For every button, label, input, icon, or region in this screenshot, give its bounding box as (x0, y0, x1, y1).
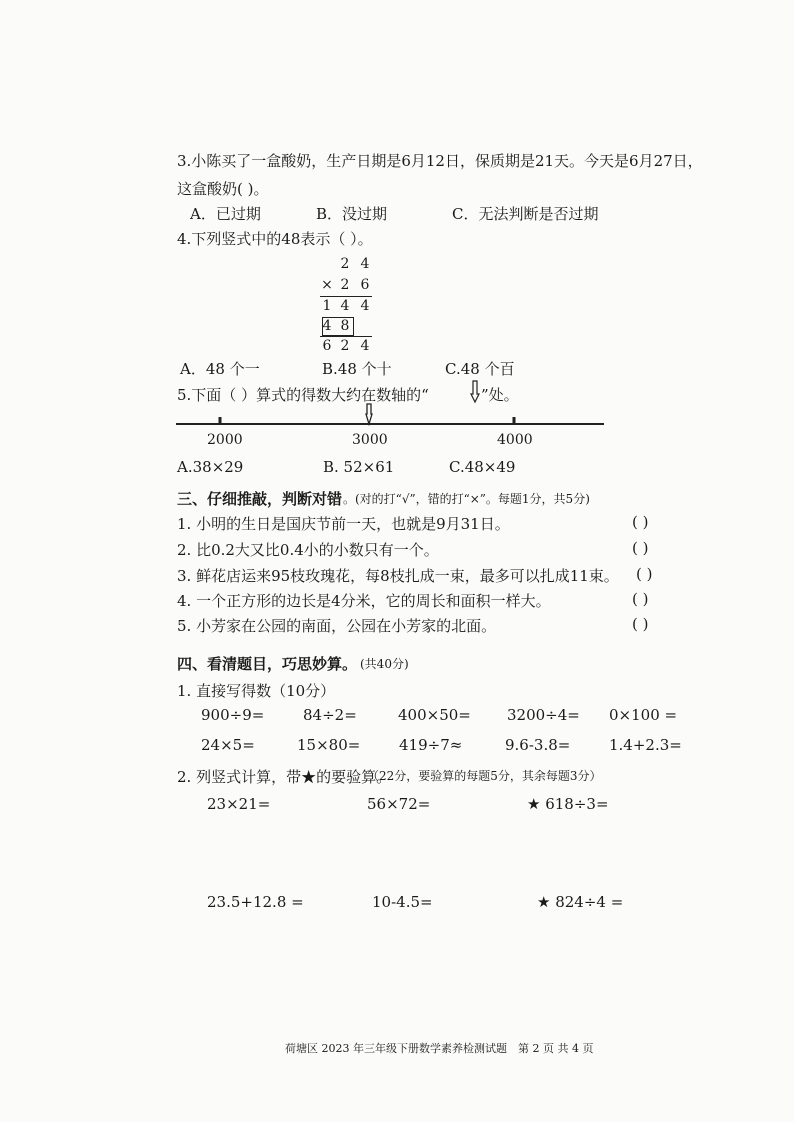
oral-calc-item[interactable]: 15×80= (297, 736, 361, 754)
q3-line1: 3.小陈买了一盒酸奶，生产日期是6月12日，保质期是21天。今天是6月27日， (177, 152, 703, 170)
judge-item-2: 2. 比0.2大又比0.4小的小数只有一个。 (177, 541, 439, 559)
number-line (170, 402, 610, 432)
q3-line2: 这盒酸奶( )。 (177, 180, 269, 198)
oral-calc-item[interactable]: 84÷2= (303, 706, 357, 724)
sub2-title: 2. 列竖式计算，带★的要验算。 (177, 768, 392, 786)
sub2-note: （22分，要验算的每题5分，其余每题3分） (367, 769, 602, 783)
q4-option-b: B.48 个十 (322, 360, 392, 378)
judge-answer-paren-4[interactable]: ( ) (632, 590, 649, 608)
oral-calc-item[interactable]: 0×100 = (609, 706, 678, 724)
q5-stem: 5.下面（ ）算式的得数大约在数轴的“ (177, 386, 429, 404)
written-calc-item-starred[interactable]: ★ 824÷4 = (537, 893, 624, 911)
page-footer: 荷塘区 2023 年三年级下册数学素养检测试题 第 2 页 共 4 页 (285, 1042, 594, 1055)
oral-calc-item[interactable]: 400×50= (398, 706, 471, 724)
axis-arrow-icon (366, 404, 372, 424)
calc-digit: 4 (322, 318, 332, 334)
written-calc-item[interactable]: 23×21= (207, 795, 271, 813)
calc-digit: 2 (340, 277, 350, 293)
oral-calc-item[interactable]: 9.6-3.8= (505, 736, 571, 754)
calc-digit: 8 (340, 318, 350, 334)
oral-calc-item[interactable]: 24×5= (201, 736, 255, 754)
q4-stem: 4.下列竖式中的48表示（ ）。 (177, 230, 373, 248)
written-calc-item[interactable]: 10-4.5= (372, 893, 433, 911)
section4-heading: 四、看清题目，巧思妙算。 (177, 655, 358, 673)
sub1-title: 1. 直接写得数（10分） (177, 682, 336, 700)
calc-digit: 1 (322, 298, 332, 314)
judge-item-3: 3. 鲜花店运来95枝玫瑰花，每8枝扎成一束，最多可以扎成11束。 (177, 567, 619, 585)
calc-digit: 4 (360, 256, 370, 272)
calc-digit: 4 (360, 338, 370, 354)
axis-label-4000: 4000 (497, 432, 533, 448)
judge-item-4: 4. 一个正方形的边长是4分米，它的周长和面积一样大。 (177, 592, 551, 610)
calc-digit: 4 (360, 298, 370, 314)
written-calc-item[interactable]: 23.5+12.8 = (207, 893, 304, 911)
q5-option-b: B. 52×61 (323, 458, 395, 476)
q5-option-a: A.38×29 (177, 458, 244, 476)
calc-rule (320, 296, 372, 297)
calc-digit: 6 (322, 338, 332, 354)
judge-answer-paren-1[interactable]: ( ) (632, 513, 649, 531)
q3-option-b: B．没过期 (316, 205, 388, 223)
oral-calc-item[interactable]: 1.4+2.3= (609, 736, 682, 754)
written-calc-item-starred[interactable]: ★ 618÷3= (527, 795, 609, 813)
section3-note: 。(对的打“√”，错的打“×”。每题1分，共5分) (343, 492, 590, 506)
oral-calc-item[interactable]: 419÷7≈ (399, 736, 463, 754)
calc-rule (320, 336, 372, 337)
section3-heading: 三、仔细推敲，判断对错 (177, 490, 343, 508)
axis-label-3000: 3000 (352, 432, 388, 448)
section4-note: (共40分) (360, 657, 409, 671)
q4-option-c: C.48 个百 (445, 360, 515, 378)
axis-label-2000: 2000 (207, 432, 243, 448)
calc-digit: 4 (340, 298, 350, 314)
arrow-marker-icon (470, 380, 480, 404)
judge-answer-paren-5[interactable]: ( ) (632, 615, 649, 633)
q5-stem-end: ”处。 (481, 386, 519, 404)
calc-times-sign: × (321, 277, 333, 293)
oral-calc-item[interactable]: 900÷9= (201, 706, 265, 724)
oral-calc-item[interactable]: 3200÷4= (507, 706, 580, 724)
q4-option-a: A．48 个一 (180, 360, 260, 378)
q3-option-a: A．已过期 (190, 205, 261, 223)
calc-digit: 2 (340, 338, 350, 354)
calc-digit: 6 (360, 277, 370, 293)
q3-option-c: C．无法判断是否过期 (452, 205, 599, 223)
judge-item-5: 5. 小芳家在公园的南面，公园在小芳家的北面。 (177, 617, 497, 635)
judge-answer-paren-2[interactable]: ( ) (632, 539, 649, 557)
calc-digit: 2 (340, 256, 350, 272)
judge-item-1: 1. 小明的生日是国庆节前一天，也就是9月31日。 (177, 515, 510, 533)
judge-answer-paren-3[interactable]: ( ) (636, 565, 653, 583)
q5-option-c: C.48×49 (449, 458, 516, 476)
written-calc-item[interactable]: 56×72= (367, 795, 431, 813)
